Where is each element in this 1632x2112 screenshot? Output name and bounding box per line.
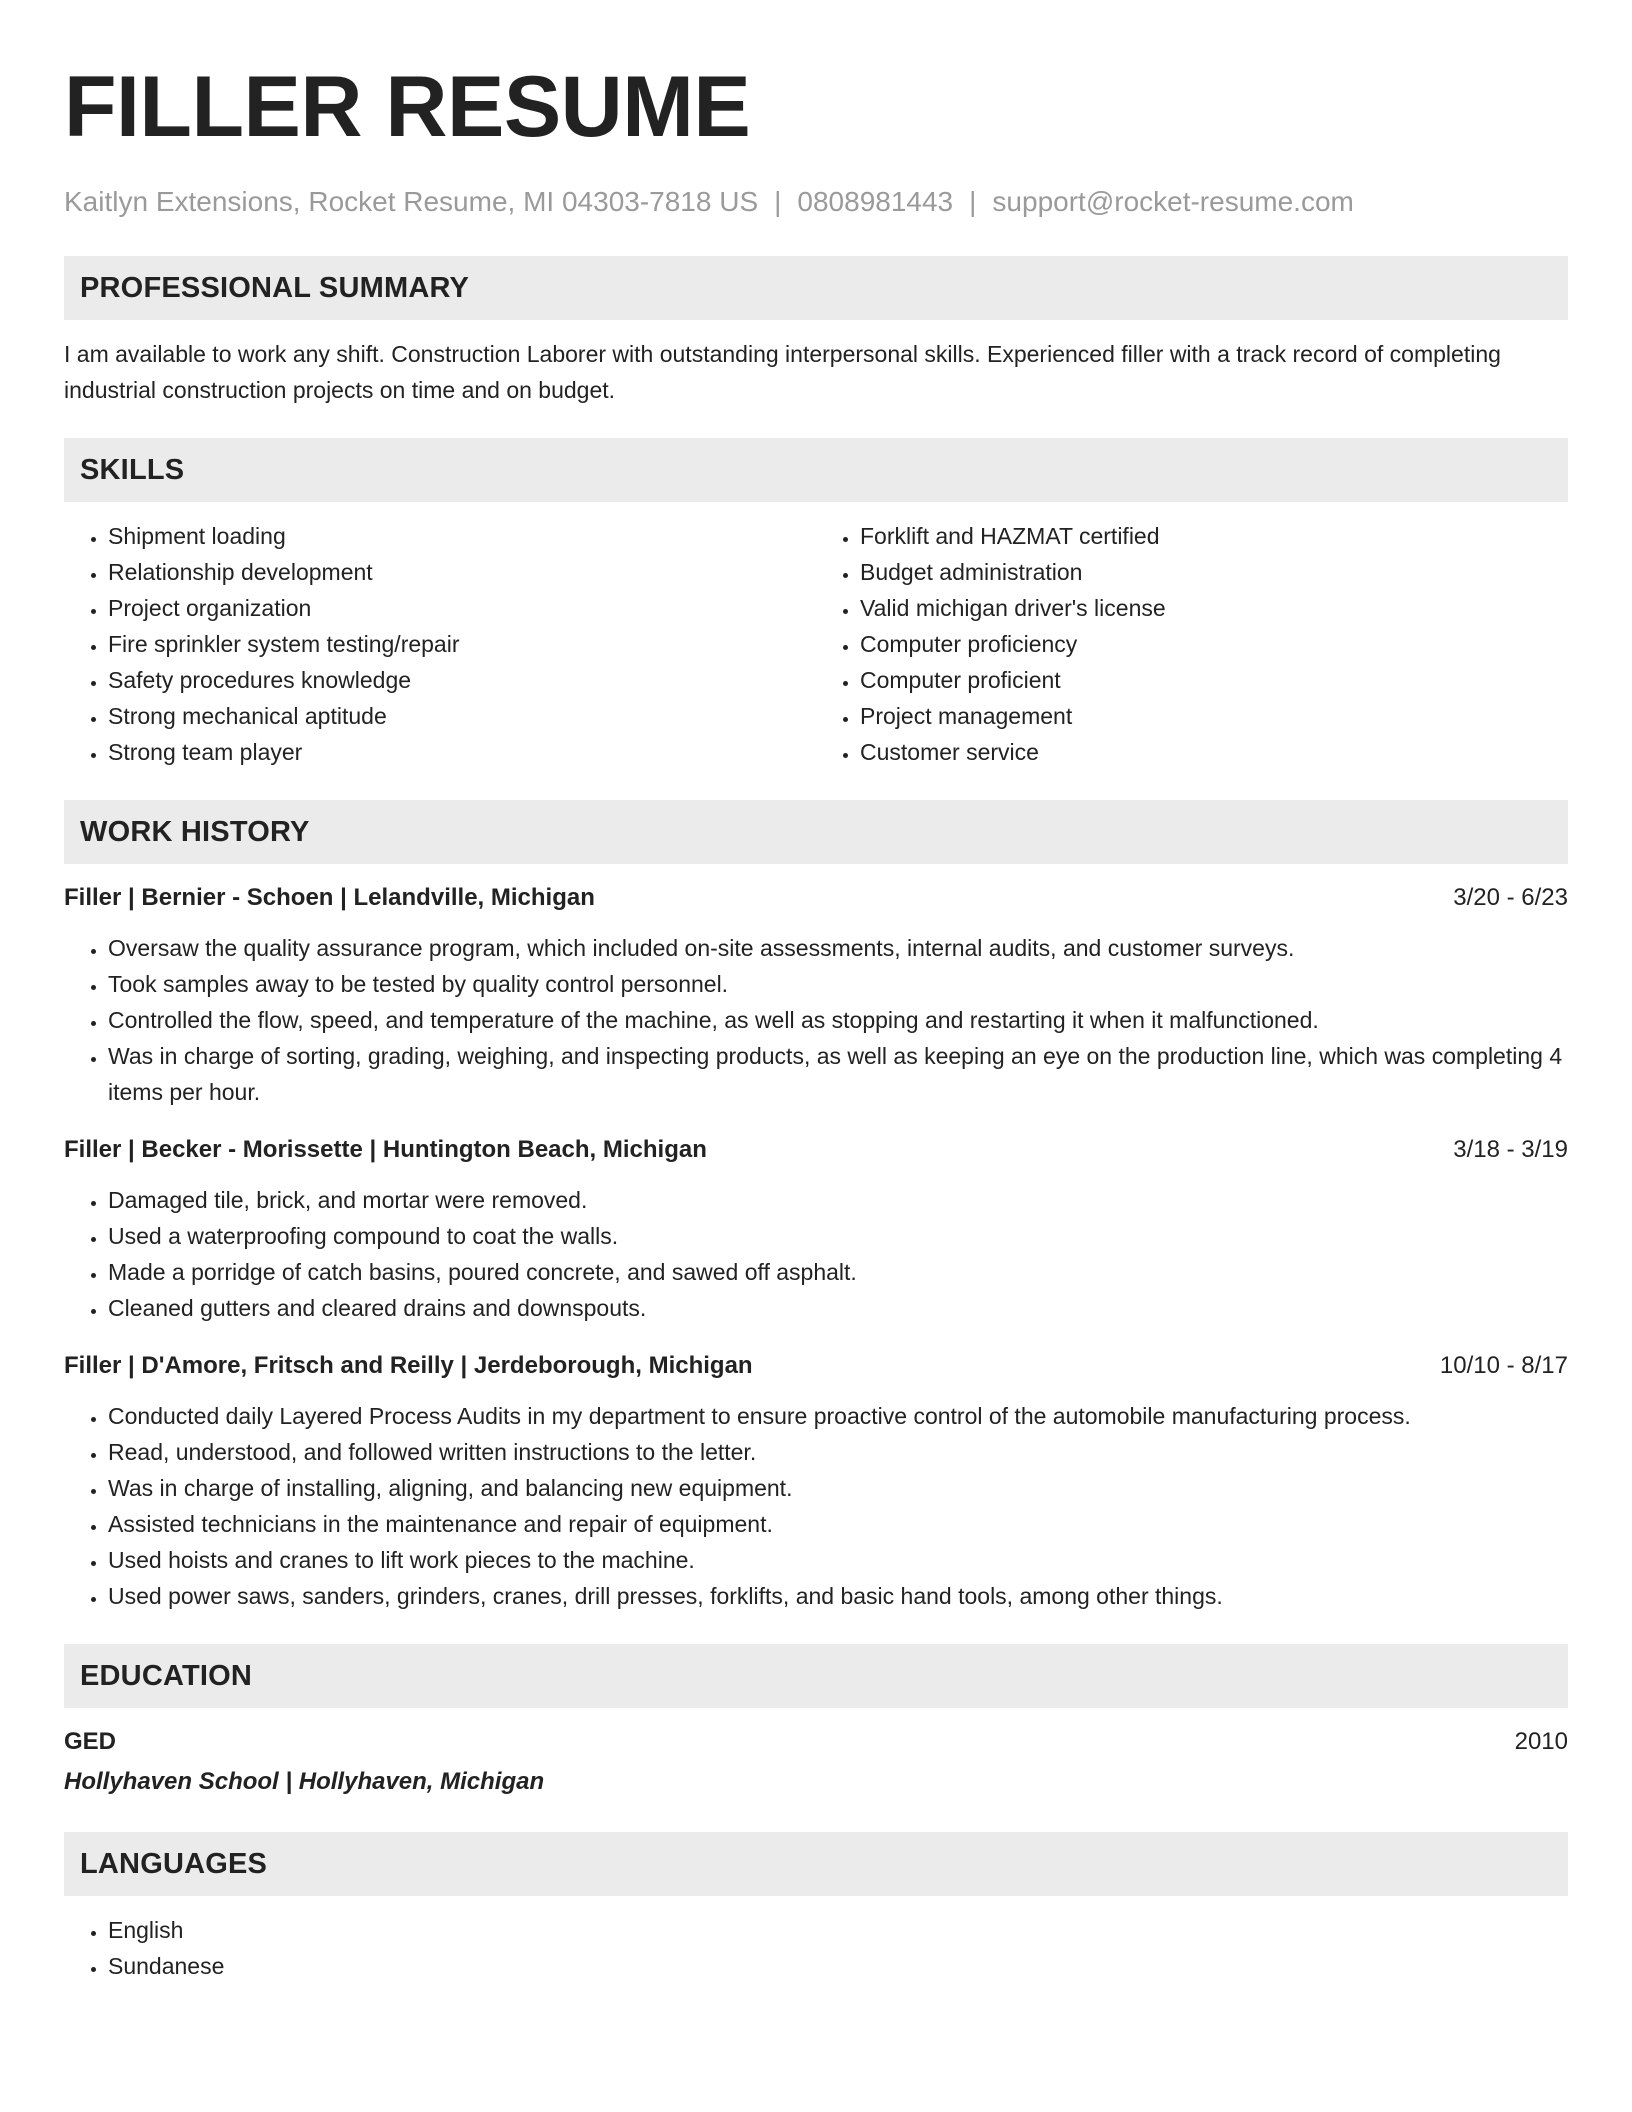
education-school: Hollyhaven School | Hollyhaven, Michigan — [64, 1768, 545, 1795]
skill-item: • Project management — [860, 698, 1568, 734]
job-duty: • Was in charge of sorting, grading, weighing, and inspecting products, as well as keeping an eye on the production line, which was completing 4 items per hour. — [108, 1038, 1568, 1110]
job-duty: • Made a porridge of catch basins, poured concrete, and sawed off asphalt. — [108, 1254, 1568, 1290]
job-header — [64, 1350, 1568, 1382]
education-header — [64, 1726, 1568, 1758]
job-dates: 3/20 - 6/23 — [1453, 884, 1568, 911]
skill-item: • Fire sprinkler system testing/repair — [108, 626, 816, 662]
education-degree: GED — [64, 1728, 117, 1755]
job-entry — [64, 1350, 1568, 1614]
skill-item: • Strong team player — [108, 734, 816, 770]
job-duty: • Took samples away to be tested by quality control personnel. — [108, 966, 1568, 1002]
skills-left-list — [64, 518, 816, 770]
job-entry — [64, 882, 1568, 1110]
skills-right-list — [816, 518, 1568, 770]
skill-item: • Customer service — [860, 734, 1568, 770]
job-duties — [64, 930, 1568, 1110]
languages-list — [64, 1912, 1568, 1984]
job-duties — [64, 1182, 1568, 1326]
contact-line — [64, 186, 1568, 218]
skills-left-column — [64, 518, 816, 770]
job-duty: • Was in charge of installing, aligning, and balancing new equipment. — [108, 1470, 1568, 1506]
skill-item: • Forklift and HAZMAT certified — [860, 518, 1568, 554]
job-duty: • Read, understood, and followed written instructions to the letter. — [108, 1434, 1568, 1470]
job-title: Filler | Becker - Morissette | Huntington Beach, Michigan — [64, 1136, 707, 1163]
job-duties — [64, 1398, 1568, 1614]
skill-item: • Project organization — [108, 590, 816, 626]
job-duty: • Conducted daily Layered Process Audits in my department to ensure proactive control of the automobile manufacturing process. — [108, 1398, 1568, 1434]
skill-item: • Budget administration — [860, 554, 1568, 590]
summary-text: I am available to work any shift. Construction Laborer with outstanding interpersonal skills. Experienced filler with a track record of completing industrial construction projects on time and on budget. — [64, 341, 1501, 403]
skill-item: • Strong mechanical aptitude — [108, 698, 816, 734]
contact-separator: | — [969, 186, 977, 217]
job-dates: 10/10 - 8/17 — [1439, 1352, 1568, 1379]
job-header — [64, 1134, 1568, 1166]
job-title: Filler | D'Amore, Fritsch and Reilly | Jerdeborough, Michigan — [64, 1352, 753, 1379]
job-duty: • Assisted technicians in the maintenance and repair of equipment. — [108, 1506, 1568, 1542]
languages-heading: LANGUAGES — [64, 1832, 1568, 1896]
skills-right-column — [816, 518, 1568, 770]
skill-item: • Shipment loading — [108, 518, 816, 554]
skills-grid — [64, 518, 1568, 770]
contact-email: support@rocket-resume.com — [992, 186, 1354, 217]
skill-item: • Computer proficiency — [860, 626, 1568, 662]
job-duty: • Used hoists and cranes to lift work pieces to the machine. — [108, 1542, 1568, 1578]
contact-address: Kaitlyn Extensions, Rocket Resume, MI 04303-7818 US — [64, 186, 759, 217]
work-history-heading: WORK HISTORY — [64, 800, 1568, 864]
skill-item: • Computer proficient — [860, 662, 1568, 698]
job-entry — [64, 1134, 1568, 1326]
job-header — [64, 882, 1568, 914]
job-duty: • Used power saws, sanders, grinders, cranes, drill presses, forklifts, and basic hand tools, among other things. — [108, 1578, 1568, 1614]
contact-phone: 0808981443 — [797, 186, 954, 217]
skills-heading: SKILLS — [64, 438, 1568, 502]
education-heading: EDUCATION — [64, 1644, 1568, 1708]
job-dates: 3/18 - 3/19 — [1453, 1136, 1568, 1163]
candidate-name: FILLER RESUME — [64, 59, 751, 155]
contact-separator: | — [774, 186, 782, 217]
language-item: • English — [108, 1912, 1568, 1948]
job-duty: • Oversaw the quality assurance program, which included on-site assessments, internal audits, and customer surveys. — [108, 930, 1568, 966]
job-duty: • Cleaned gutters and cleared drains and downspouts. — [108, 1290, 1568, 1326]
job-title: Filler | Bernier - Schoen | Lelandville, Michigan — [64, 884, 595, 911]
job-duty: • Used a waterproofing compound to coat the walls. — [108, 1218, 1568, 1254]
skill-item: • Valid michigan driver's license — [860, 590, 1568, 626]
language-item: • Sundanese — [108, 1948, 1568, 1984]
job-duty: • Damaged tile, brick, and mortar were removed. — [108, 1182, 1568, 1218]
summary-heading: PROFESSIONAL SUMMARY — [64, 256, 1568, 320]
skill-item: • Safety procedures knowledge — [108, 662, 816, 698]
education-entry — [64, 1726, 1568, 1798]
skill-item: • Relationship development — [108, 554, 816, 590]
job-duty: • Controlled the flow, speed, and temperature of the machine, as well as stopping and restarting it when it malfunctioned. — [108, 1002, 1568, 1038]
education-year: 2010 — [1514, 1728, 1568, 1755]
